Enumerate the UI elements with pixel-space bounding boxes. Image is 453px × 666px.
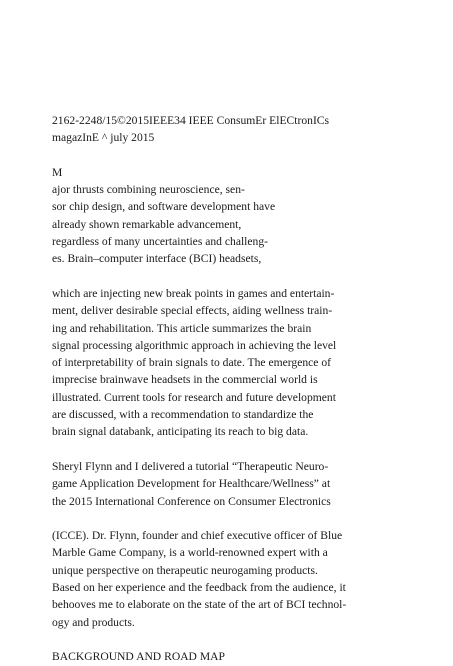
paragraph-line: ogy and products.: [52, 615, 135, 629]
paragraph-line: behooves me to elaborate on the state of the art of BCI technol-: [52, 598, 347, 612]
paragraph-line: which are injecting new break points in games and entertain-: [52, 286, 335, 300]
intro-line: regardless of many uncertainties and challeng-: [52, 235, 269, 249]
spacer: [52, 510, 442, 527]
paragraph-line: imprecise brainwave headsets in the commercial world is: [52, 373, 318, 387]
paragraph-line: ment, deliver desirable special effects, aiding wellness train-: [52, 304, 333, 318]
spacer: [52, 268, 442, 285]
paragraph-line: Based on her experience and the feedback from the audience, it: [52, 581, 346, 595]
intro-line: ajor thrusts combining neuroscience, sen-: [52, 183, 245, 197]
paragraph-line: brain signal databank, anticipating its reach to big data.: [52, 425, 309, 439]
paragraph-line: are discussed, with a recommendation to standardize the: [52, 408, 314, 422]
header-line-2: magazInE ^ july 2015: [52, 131, 155, 145]
drop-letter: M: [52, 165, 63, 179]
paragraph-line: signal processing algorithmic approach in achieving the level: [52, 338, 337, 352]
header-line-1: 2162-2248/15©2015IEEE34 IEEE ConsumEr ElECtronICs: [52, 114, 330, 127]
paragraph-line: (ICCE). Dr. Flynn, founder and chief executive officer of Blue: [52, 529, 343, 543]
document-text: [52, 112, 442, 666]
paragraph-line: Sheryl Flynn and I delivered a tutorial “Therapeutic Neuro-: [52, 459, 329, 473]
spacer: [52, 441, 442, 458]
paragraph-line: of interpretability of brain signals to date. The emergence of: [52, 356, 332, 370]
paragraph-line: illustrated. Current tools for research and future development: [52, 390, 336, 404]
paragraph-line: ing and rehabilitation. This article summarizes the brain: [52, 321, 312, 335]
section-heading: BACKGROUND AND ROAD MAP: [52, 650, 225, 664]
paragraph-line: Marble Game Company, is a world-renowned expert with a: [52, 546, 328, 560]
paragraph-line: unique perspective on therapeutic neurogaming products.: [52, 563, 318, 577]
paragraph-line: the 2015 International Conference on Consumer Electronics: [52, 494, 331, 508]
intro-line: es. Brain–computer interface (BCI) headsets,: [52, 252, 262, 266]
spacer: [52, 147, 442, 164]
paragraph-line: game Application Development for Healthcare/Wellness” at: [52, 477, 331, 491]
intro-line: already shown remarkable advancement,: [52, 217, 242, 231]
intro-line: sor chip design, and software development have: [52, 200, 276, 214]
